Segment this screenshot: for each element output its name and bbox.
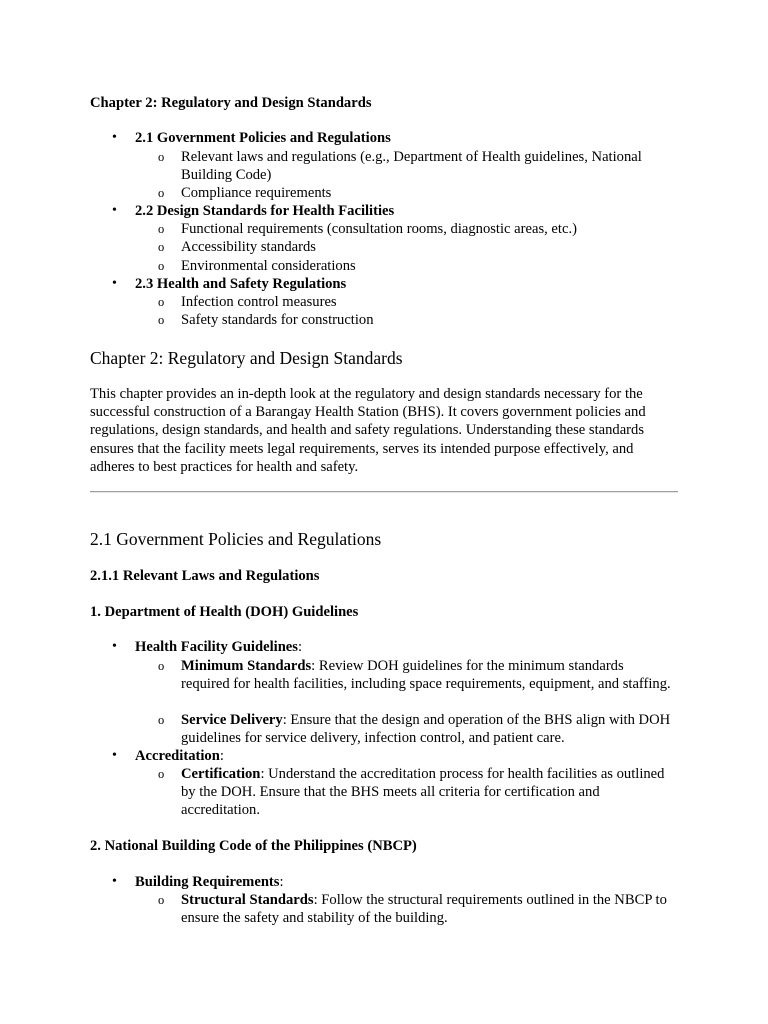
bullet-marker: • xyxy=(112,874,117,889)
horizontal-divider xyxy=(90,491,678,493)
list-item xyxy=(135,873,284,891)
sub-marker: o xyxy=(158,150,165,164)
bullet-marker: • xyxy=(112,276,117,291)
definition: : Follow the structural requirements outlined in the NBCP to ensure the safety and stability of the building. xyxy=(181,892,667,927)
outline-item: Compliance requirements xyxy=(181,185,332,201)
chapter-intro: This chapter provides an in-depth look at the regulatory and design standards necessary for the successful construction of a Barangay Health Station (BHS). It covers government policies and regulations, design standards, and health and safety regulations. Understanding these standards ensures that the facility meets legal requirements, serves its intended purpose effectively, and adheres to best practices for health and safety. xyxy=(90,386,646,475)
list-item xyxy=(135,638,302,656)
chapter-heading: Chapter 2: Regulatory and Design Standards xyxy=(90,348,403,368)
sub-marker: o xyxy=(158,295,165,309)
nbcp-heading: 2. National Building Code of the Philippines (NBCP) xyxy=(90,838,417,854)
outline-section-2-2: 2.2 Design Standards for Health Facilities xyxy=(135,203,395,219)
outline-item: Relevant laws and regulations (e.g., Department of Health guidelines, National Building Code) xyxy=(181,149,642,184)
sub-marker: o xyxy=(158,659,165,673)
outline-item: Accessibility standards xyxy=(181,239,316,255)
outline-item: Environmental considerations xyxy=(181,258,356,274)
sub-marker: o xyxy=(158,259,165,273)
definition: : Review DOH guidelines for the minimum standards required for health facilities, including space requirements, equipment, and staffing. xyxy=(181,658,671,693)
list-item-label: Accreditation xyxy=(135,748,220,764)
colon: : xyxy=(279,874,284,890)
sub-marker: o xyxy=(158,186,165,200)
sub-marker: o xyxy=(158,767,165,781)
list-subitem xyxy=(181,765,671,820)
sub-marker: o xyxy=(158,222,165,236)
colon: : xyxy=(219,748,224,764)
list-item-label: Building Requirements xyxy=(135,874,280,890)
term: Structural Standards xyxy=(181,892,314,908)
bullet-marker: • xyxy=(112,203,117,218)
outline-item: Safety standards for construction xyxy=(181,312,374,328)
sub-marker: o xyxy=(158,240,165,254)
colon: : xyxy=(297,639,303,655)
subsection-heading: 2.1.1 Relevant Laws and Regulations xyxy=(90,568,320,584)
outline-section-2-3: 2.3 Health and Safety Regulations xyxy=(135,276,347,292)
definition: : Ensure that the design and operation of the BHS align with DOH guidelines for service delivery, infection control, and patient care. xyxy=(181,712,671,747)
outline-item: Infection control measures xyxy=(181,294,337,310)
sub-marker: o xyxy=(158,713,165,727)
sub-marker: o xyxy=(158,313,165,327)
list-item-label: Health Facility Guidelines xyxy=(135,639,298,655)
sub-marker: o xyxy=(158,893,165,907)
list-subitem xyxy=(181,657,671,693)
doh-heading: 1. Department of Health (DOH) Guidelines xyxy=(90,604,359,620)
list-subitem xyxy=(181,711,671,747)
outline-title: Chapter 2: Regulatory and Design Standards xyxy=(90,95,372,111)
bullet-marker: • xyxy=(112,748,117,763)
definition: : Understand the accreditation process for health facilities as outlined by the DOH. Ensure that the BHS meets all criteria for certification and accreditation. xyxy=(181,766,665,819)
list-subitem xyxy=(181,891,671,927)
section-heading: 2.1 Government Policies and Regulations xyxy=(90,529,382,549)
bullet-marker: • xyxy=(112,639,117,654)
bullet-marker: • xyxy=(112,130,117,145)
term: Service Delivery xyxy=(181,712,283,728)
term: Certification xyxy=(181,766,261,782)
outline-section-2-1: 2.1 Government Policies and Regulations xyxy=(135,130,391,146)
outline-item: Functional requirements (consultation rooms, diagnostic areas, etc.) xyxy=(181,221,577,237)
list-item xyxy=(135,747,224,765)
term: Minimum Standards xyxy=(181,658,312,674)
